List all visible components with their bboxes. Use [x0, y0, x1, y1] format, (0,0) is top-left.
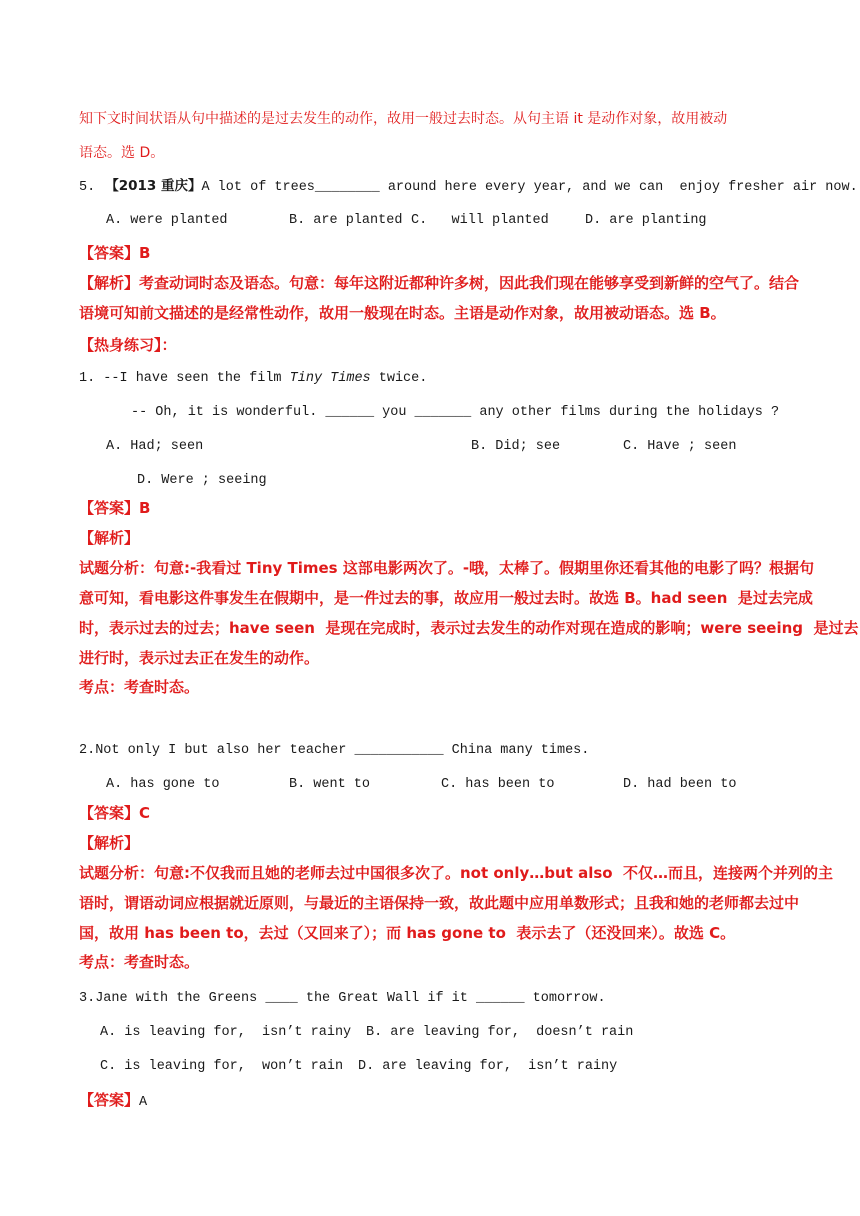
w2-option-d: D. had been to	[623, 777, 737, 792]
w2-kaodian: 考点：考查时态。	[79, 953, 200, 971]
w1-stem-line-1	[79, 372, 427, 386]
q5-number: 5.	[79, 180, 96, 195]
q5-analysis-2: 语境可知前文描述的是经常性动作，故用一般现在时态。主语是动作对象，故用被动语态。选 B。	[79, 304, 726, 322]
q5-stem-line	[79, 180, 858, 195]
w1-analysis-1: 试题分析：句意:-我看过 Tiny Times 这部电影两次了。-哦，太棒了。假期里你还看其他的电影了吗？根据句	[79, 559, 815, 577]
q5-tag: 【2013 重庆】	[105, 178, 202, 194]
w1-film-title: Tiny Times	[289, 371, 371, 386]
w3-option-c: C. is leaving for, won’t rain	[100, 1059, 344, 1074]
q5-option-a: A. were planted	[106, 213, 228, 228]
w1-analysis-2: 意可知，看电影这件事发生在假期中，是一件过去的事，故应用一般过去时。故选 B。had seen 是过去完成	[79, 589, 813, 607]
w1-option-c: C. Have ; seen	[623, 439, 737, 454]
q5-option-b: B. are planted	[289, 213, 403, 228]
w3-answer	[79, 1092, 147, 1110]
w2-option-c: C. has been to	[441, 777, 555, 792]
q5-analysis-1: 【解析】考查动词时态及语态。句意：每年这附近都种许多树，因此我们现在能够享受到新鲜的空气了。结合	[79, 274, 800, 292]
w1-answer: 【答案】B	[79, 499, 151, 517]
w1-analysis-4: 进行时，表示过去正在发生的动作。	[79, 649, 320, 667]
w3-option-d: D. are leaving for, isn’t rainy	[358, 1059, 618, 1074]
w2-option-b: B. went to	[289, 777, 371, 792]
w3-option-b: B. are leaving for, doesn’t rain	[366, 1025, 634, 1040]
w1-stem-post: twice.	[370, 371, 428, 386]
w3-answer-value: A	[139, 1095, 148, 1110]
w2-stem: 2.Not only I but also her teacher ___________ China many times.	[79, 743, 590, 758]
w2-option-a: A. has gone to	[106, 777, 220, 792]
w3-answer-label: 【答案】	[79, 1091, 140, 1109]
w2-analysis-2: 语时，谓语动词应根据就近原则，与最近的主语保持一致，故此题中应用单数形式；且我和她的老师都去过中	[79, 894, 800, 912]
w1-option-a: A. Had; seen	[106, 439, 204, 454]
w1-option-d: D. Were ; seeing	[137, 473, 267, 488]
q5-stem: A lot of trees________ around here every year, and we can enjoy fresher air now.	[201, 180, 858, 195]
w2-analysis-label: 【解析】	[79, 834, 140, 852]
w3-option-a: A. is leaving for, isn’t rainy	[100, 1025, 352, 1040]
w3-stem: 3.Jane with the Greens ____ the Great Wall if it ______ tomorrow.	[79, 991, 606, 1006]
intro-line-1: 知下文时间状语从句中描述的是过去发生的动作，故用一般过去时态。从句主语 it 是动作对象，故用被动	[79, 111, 728, 127]
q5-answer: 【答案】B	[79, 244, 151, 262]
w1-option-b: B. Did; see	[471, 439, 561, 454]
w1-kaodian: 考点：考查时态。	[79, 678, 200, 696]
w2-analysis-1: 试题分析：句意:不仅我而且她的老师去过中国很多次了。not only…but also 不仅…而且，连接两个并列的主	[79, 864, 834, 882]
q5-option-d: D. are planting	[585, 213, 707, 228]
w1-stem-pre: 1. --I have seen the film	[79, 371, 290, 386]
q5-option-c: C. will planted	[411, 213, 549, 228]
w1-stem-line-2: -- Oh, it is wonderful. ______ you _______ any other films during the holidays ?	[131, 405, 780, 420]
w2-answer: 【答案】C	[79, 804, 151, 822]
warmup-title: 【热身练习】：	[79, 336, 177, 354]
w1-analysis-label: 【解析】	[79, 529, 140, 547]
intro-line-2: 语态。选 D。	[79, 145, 165, 161]
w1-analysis-3: 时，表示过去的过去；have seen 是现在完成时，表示过去发生的动作对现在造成的影响；were seeing 是过去	[79, 619, 859, 637]
w2-analysis-3: 国，故用 has been to，去过（又回来了）；而 has gone to 表示去了（还没回来）。故选 C。	[79, 924, 736, 942]
